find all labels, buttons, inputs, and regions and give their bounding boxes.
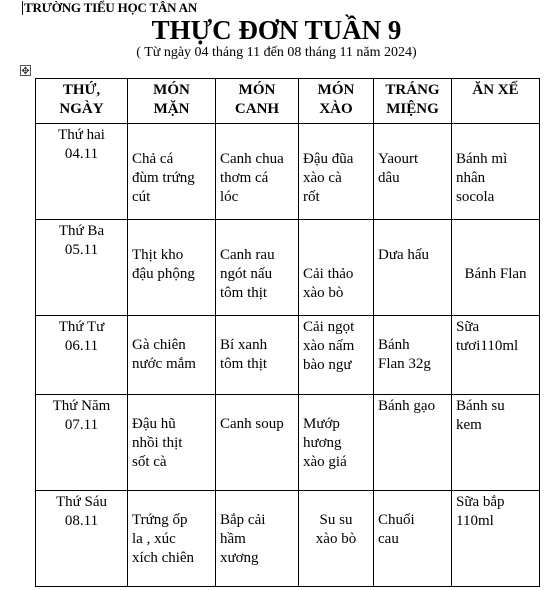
date-range-subtitle: ( Từ ngày 04 tháng 11 đến 08 tháng 11 năm 2024) — [136, 45, 417, 60]
xao-cell: Mướp hương xào giá — [299, 395, 374, 491]
xao-cell: Cải thảo xào bò — [299, 220, 374, 316]
canh-cell: Bắp cải hầm xương — [216, 491, 299, 587]
xao-cell: Cải ngọt xào nấm bào ngư — [299, 316, 374, 395]
header-trang-mieng: TRÁNG MIỆNG — [374, 79, 452, 124]
canh-cell: Canh rau ngót nấu tôm thịt — [216, 220, 299, 316]
table-row — [36, 491, 540, 587]
an-xe-cell: Sữa tươi110ml — [452, 316, 540, 395]
table-move-handle-icon[interactable]: ✥ — [21, 66, 30, 77]
day-cell: Thứ hai 04.11 — [36, 124, 128, 220]
header-an-xe: ĂN XẾ — [452, 79, 540, 124]
trang-mieng-cell: Chuối cau — [374, 491, 452, 587]
table-row — [36, 124, 540, 220]
header-man: MÓN MẶN — [128, 79, 216, 124]
trang-mieng-cell: Yaourt dâu — [374, 124, 452, 220]
weekly-menu-table — [35, 78, 540, 587]
canh-cell: Canh chua thơm cá lóc — [216, 124, 299, 220]
header-day: THỨ, NGÀY — [36, 79, 128, 124]
day-cell: Thứ Năm 07.11 — [36, 395, 128, 491]
canh-cell: Canh soup — [216, 395, 299, 491]
an-xe-cell: Bánh mì nhân socola — [452, 124, 540, 220]
man-cell: Chả cá đùm trứng cút — [128, 124, 216, 220]
table-row — [36, 220, 540, 316]
an-xe-cell: Sữa bắp 110ml — [452, 491, 540, 587]
day-cell: Thứ Tư 06.11 — [36, 316, 128, 395]
day-cell: Thứ Sáu 08.11 — [36, 491, 128, 587]
table-row — [36, 395, 540, 491]
header-canh: MÓN CANH — [216, 79, 299, 124]
table-header-row — [36, 79, 540, 124]
table-row — [36, 316, 540, 395]
xao-cell: Su su xào bò — [299, 491, 374, 587]
xao-cell: Đậu đũa xào cà rốt — [299, 124, 374, 220]
an-xe-cell: Bánh Flan — [452, 220, 540, 316]
trang-mieng-cell: Bánh gạo — [374, 395, 452, 491]
man-cell: Thịt kho đậu phộng — [128, 220, 216, 316]
header-xao: MÓN XÀO — [299, 79, 374, 124]
canh-cell: Bí xanh tôm thịt — [216, 316, 299, 395]
an-xe-cell: Bánh su kem — [452, 395, 540, 491]
man-cell: Đậu hũ nhồi thịt sốt cà — [128, 395, 216, 491]
page-title: THỰC ĐƠN TUẦN 9 — [151, 15, 402, 45]
man-cell: Gà chiên nước mắm — [128, 316, 216, 395]
man-cell: Trứng ốp la , xúc xích chiên — [128, 491, 216, 587]
school-name: TRƯỜNG TIỂU HỌC TÂN AN — [24, 0, 198, 15]
trang-mieng-cell: Dưa hấu — [374, 220, 452, 316]
day-cell: Thứ Ba 05.11 — [36, 220, 128, 316]
trang-mieng-cell: Bánh Flan 32g — [374, 316, 452, 395]
